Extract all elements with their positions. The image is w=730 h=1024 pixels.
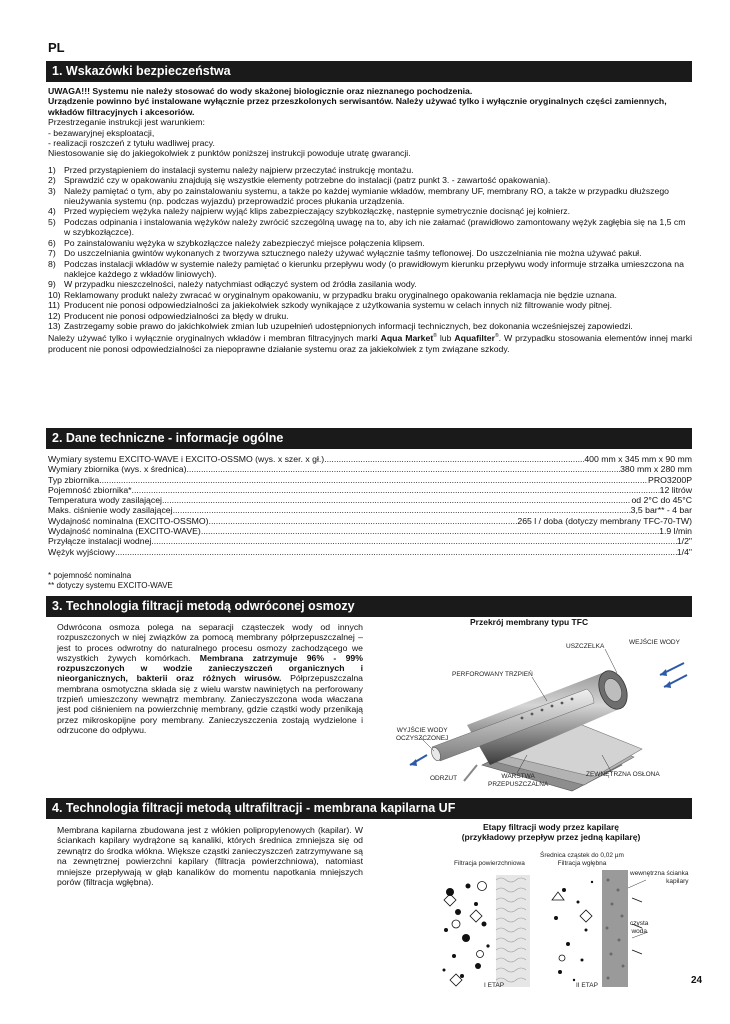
list-item-text: Podczas odpinania i instalowania wężyków należy zwrócić szczególną uwagę na to, aby ich nie załamać (prawidłowo zamontowany wężyk zagłębia się na 1,5 cm w szybkozłączce). <box>64 216 686 238</box>
label-permeable-layer <box>488 773 548 788</box>
ro-text-a: Odwrócona osmoza polega na separacji cząsteczek wody od innych rozpuszczonych w niej związków za pomocą membrany półprzepuszczalnej – jest to proces odwrotny do naturalnego procesu osmozy zachodzącego we wszystkich żywych komórkach. <box>57 622 363 663</box>
list-item-number: 1) <box>48 164 56 175</box>
spec-label: Wężyk wyjściowy <box>48 546 116 557</box>
spec-value: 400 mm x 345 mm x 90 mm <box>584 454 692 464</box>
brand-aqua-market: Aqua Market <box>380 333 434 344</box>
list-item-text: Przed przystąpieniem do instalacji systemu należy najpierw przeczytać instrukcję montażu. <box>64 164 414 175</box>
spec-value: 1/4" <box>676 546 692 557</box>
label-water-inlet: WEJŚCIE WODY <box>629 639 680 646</box>
list-item-number: 13) <box>48 320 61 331</box>
footnote-capacity: * pojemność nominalna <box>48 571 132 580</box>
list-item-text: Podczas instalacji wkładów w systemie należy pamiętać o kierunku przepływu wody (o prawidłowym kierunku przepływu wody informuje strzałka umieszczona na naklejce każdego z wkładów liniowych). <box>64 258 684 279</box>
list-item-number: 9) <box>48 279 56 290</box>
spec-label: Wymiary systemu EXCITO-WAVE i EXCITO-OSSMO (wys. x szer. x gł.) <box>48 454 325 464</box>
spec-row <box>48 505 692 515</box>
spec-value: 1/2" <box>676 536 692 547</box>
warning-line-1: UWAGA!!! Systemu nie należy stosować do wody skażonej biologicznie oraz nieznanego pochodzenia. <box>48 86 473 96</box>
list-item-number: 8) <box>48 258 56 269</box>
spec-row <box>48 526 692 536</box>
spec-leader-dots <box>186 464 620 474</box>
list-item-number: 7) <box>48 248 56 259</box>
spec-value: 3,5 bar** - 4 bar <box>630 505 692 516</box>
capillary-filtration-figure <box>436 820 692 1000</box>
label-clean-water-line2: woda <box>631 927 647 935</box>
closing-text-or: lub <box>436 333 455 344</box>
label-perforated-core: PERFOROWANY TRZPIEŃ <box>452 671 533 678</box>
ro-description <box>57 622 363 735</box>
tfc-membrane-figure <box>372 615 694 795</box>
safety-list-item <box>48 311 692 321</box>
closing-text-a: Należy używać tylko i wyłącznie oryginalnych wkładów i membran filtracyjnych marki <box>48 333 381 344</box>
tfc-figure-title: Przekrój membrany typu TFC <box>470 617 589 627</box>
spec-value: 265 l / doba (dotyczy membrany TFC-70-TW) <box>517 515 692 526</box>
capillary-stages-illustration <box>436 820 692 1000</box>
label-inner-wall <box>630 870 689 885</box>
label-clean-water-outlet-line2: OCZYSZCZONEJ <box>396 734 449 742</box>
list-item-number: 5) <box>48 216 56 227</box>
spec-value: 1.9 l/min <box>659 526 692 537</box>
label-stage-2: II ETAP <box>576 982 598 989</box>
label-clean-water-outlet <box>396 727 448 742</box>
safety-list-item <box>48 259 692 280</box>
list-item-text: Należy pamiętać o tym, aby po zainstalowaniu systemu, a także po każdej wymianie wkładów, membrany UF, membrany RO, a także w przypadku dłuższego nieużywania systemu (np. podczas wyjazdu) przeprowadzić proces płukania urządzenia. <box>64 185 670 207</box>
language-code: PL <box>48 40 65 55</box>
list-item-text: Przed wypięciem wężyka należy najpierw wyjąć klips zabezpieczający szybkozłączkę, następnie symetrycznie docisnąć jej kołnierz. <box>64 206 571 217</box>
label-particle-diameter <box>540 852 624 867</box>
safety-list-item <box>48 290 692 300</box>
list-item-number: 2) <box>48 175 56 186</box>
label-outer-shell: ZEWNĘTRZNA OSŁONA <box>586 771 660 778</box>
safety-list-item <box>48 300 692 310</box>
registered-mark-1: ® <box>433 333 437 340</box>
label-inner-wall-line1: wewnętrzna ścianka <box>630 870 689 877</box>
list-item-text: W przypadku nieszczelności, należy natychmiast odłączyć system od źródła zasilania wody. <box>64 279 417 290</box>
label-seal: USZCZELKA <box>566 643 605 650</box>
spec-value: od 2°C do 45°C <box>631 495 692 506</box>
spec-label: Typ zbiornika <box>48 474 100 485</box>
label-clean-water <box>630 920 648 935</box>
safety-list-item <box>48 165 692 175</box>
intro-line-2: - bezawaryjnej eksploatacji, <box>48 127 155 138</box>
list-item-number: 11) <box>48 300 60 311</box>
list-item-number: 12) <box>48 310 61 321</box>
label-stage-1: I ETAP <box>484 982 505 989</box>
list-item-number: 3) <box>48 185 56 196</box>
intro-line-1: Przestrzeganie instrukcji jest warunkiem: <box>48 117 205 128</box>
spec-leader-dots <box>99 475 648 485</box>
closing-text-b: . W przypadku stosowania elementów innej marki producent nie ponosi odpowiedzialności za niepoprawne działanie systemu oraz za jakiekolwiek z tym związane szkody. <box>48 333 693 354</box>
spec-footnotes <box>48 571 173 591</box>
label-inner-wall-line2: kapilary <box>666 877 689 885</box>
list-item-text: Producent nie ponosi odpowiedzialności za błędy w druku. <box>64 310 289 321</box>
spec-row <box>48 454 692 464</box>
label-permeable-layer-line1: WARSTWA <box>501 773 535 780</box>
spec-row <box>48 516 692 526</box>
spec-leader-dots <box>115 547 677 557</box>
spec-row <box>48 495 692 505</box>
spec-row <box>48 475 692 485</box>
safety-list-item <box>48 186 692 207</box>
label-drain: ODRZUT <box>430 775 458 782</box>
spec-leader-dots <box>132 485 660 495</box>
list-item-number: 6) <box>48 237 56 248</box>
capillary-figure-title-line1: Etapy filtracji wody przez kapilarę <box>482 822 620 832</box>
safety-list-item <box>48 279 692 289</box>
spec-leader-dots <box>324 454 584 464</box>
warning-line-2: Urządzenie powinno być instalowane wyłącznie przez przeszkolonych serwisantów. Należy używać tylko i wyłącznie oryginalnych części zamiennych, wkładów filtracyjnych i akcesoriów. <box>48 96 667 117</box>
safety-list-item <box>48 321 692 331</box>
spec-row <box>48 536 692 546</box>
list-item-text: Zastrzegamy sobie prawo do jakichkolwiek zmian lub uzupełnień udostępnionych informacji technicznych, bez dokonania wcześniejszej zapowiedzi. <box>64 320 633 331</box>
spec-label: Temperatura wody zasilającej <box>48 495 162 506</box>
capillary-figure-title-line2: (przykładowy przepływ przez jedną kapilarę) <box>461 832 641 842</box>
list-item-text: Do uszczelniania gwintów wykonanych z tworzywa sztucznego należy używać wyłącznie taśmy teflonowej. Do uszczelniania nie można używać pakuł. <box>64 248 642 259</box>
spec-label: Przyłącze instalacji wodnej <box>48 536 152 547</box>
registered-mark-2: ® <box>494 333 499 340</box>
footnote-excito-wave: ** dotyczy systemu EXCITO-WAVE <box>48 581 173 590</box>
list-item-text: Producent nie ponosi odpowiedzialności za jakiekolwiek szkody wynikające z użytkowania systemu w celach innych niż filtrowanie wody pitnej. <box>64 300 613 311</box>
page-number: 24 <box>691 975 703 986</box>
label-depth-filtration: Filtracja wgłębna <box>557 859 607 867</box>
label-clean-water-outlet-line1: WYJŚCIE WODY <box>396 727 448 734</box>
spec-value: 12 litrów <box>659 484 692 495</box>
spec-leader-dots <box>162 495 631 505</box>
safety-list-item <box>48 217 692 238</box>
spec-row <box>48 485 692 495</box>
list-item-number: 10) <box>48 289 61 300</box>
ro-text-bold: Membrana zatrzymuje 96% - 99% rozpuszczonych w wodzie zanieczyszczeń organicznych i nieorganicznych, bakterii oraz różnych wirusów. <box>57 652 363 684</box>
spec-leader-dots <box>173 505 631 515</box>
list-item-text: Sprawdzić czy w opakowaniu znajdują się wszystkie elementy potrzebne do instalacji (patrz punkt 3. - zawartość opakowania). <box>64 175 551 186</box>
brand-aquafilter: Aquafilter <box>454 333 495 344</box>
spec-label: Pojemność zbiornika* <box>48 484 132 495</box>
spec-label: Maks. ciśnienie wody zasilającej <box>48 505 173 516</box>
label-clean-water-line1: czysta <box>630 920 649 927</box>
uf-description: Membrana kapilarna zbudowana jest z włókien polipropylenowych (kapilar). W ściankach kapilary wydrążone są kanaliki, których średnica zmniejsza się od zewnątrz do środka włókna. Większe cząstki zanieczyszczeń zatrzymywane są na zewnętrznej powierzchni kapilary (filtracja powierzchniowa), natomiast mniejsze przepływają w głąb kanalików do momentu napotkania mniejszych porów (filtracja wgłębna). <box>57 825 363 888</box>
section-2-header: 2. Dane techniczne - informacje ogólne <box>46 428 692 449</box>
list-item-number: 4) <box>48 206 56 217</box>
safety-list-item <box>48 238 692 248</box>
spec-label: Wydajność nominalna (EXCITO-OSSMO) <box>48 515 209 526</box>
spec-value: 380 mm x 280 mm <box>620 464 692 475</box>
label-permeable-layer-line2: PRZEPUSZCZALNA <box>488 780 549 788</box>
safety-list-item <box>48 175 692 185</box>
spec-row <box>48 547 692 557</box>
intro-line-4: Niestosowanie się do jakiegokolwiek z punktów poniższej instrukcji powoduje utratę gwarancji. <box>48 148 411 159</box>
spec-leader-dots <box>151 536 676 546</box>
safety-list-item <box>48 206 692 216</box>
spec-label: Wymiary zbiornika (wys. x średnica) <box>48 464 187 475</box>
technical-data-table <box>48 454 692 557</box>
safety-list <box>48 165 692 332</box>
spec-leader-dots <box>209 516 518 526</box>
intro-line-3: - realizacji roszczeń z tytułu wadliwej pracy. <box>48 138 215 149</box>
safety-list-item <box>48 248 692 258</box>
list-item-text: Po zainstalowaniu wężyka w szybkozłączce należy zabezpieczyć miejsce połączenia klipsem. <box>64 237 425 248</box>
spec-label: Wydajność nominalna (EXCITO-WAVE) <box>48 526 201 537</box>
label-surface-filtration: Filtracja powierzchniowa <box>454 860 525 867</box>
section-1-header: 1. Wskazówki bezpieczeństwa <box>46 61 692 82</box>
section-4-header: 4. Technologia filtracji metodą ultrafiltracji - membrana kapilarna UF <box>46 798 692 819</box>
label-particle-diameter-line1: Średnica cząstek do 0,02 µm <box>540 852 624 859</box>
section-1-body <box>48 86 692 354</box>
section-3-header: 3. Technologia filtracji metodą odwróconej osmozy <box>46 596 692 617</box>
spec-row <box>48 464 692 474</box>
list-item-text: Reklamowany produkt należy zwracać w oryginalnym opakowaniu, w przypadku braku oryginalnego opakowania reklamacja nie będzie uznana. <box>64 289 617 300</box>
closing-paragraph <box>48 331 692 354</box>
ro-text-b: Półprzepuszczalna membrana osmotyczna składa się z wielu warstw nawiniętych na perforowany trzpień umieszczony wewnątrz membrany. Zanieczyszczona woda właczana jest pod ciśnieniem na powierzchnię membrany, gdzie cząstki wody przenikają przez mikroskopijne pory membrany. Zanieczyszczenia zostają wydzielone i odrzucone do odpływu. <box>57 673 363 735</box>
spec-leader-dots <box>201 526 659 536</box>
spec-value: PRO3200P <box>648 474 692 485</box>
